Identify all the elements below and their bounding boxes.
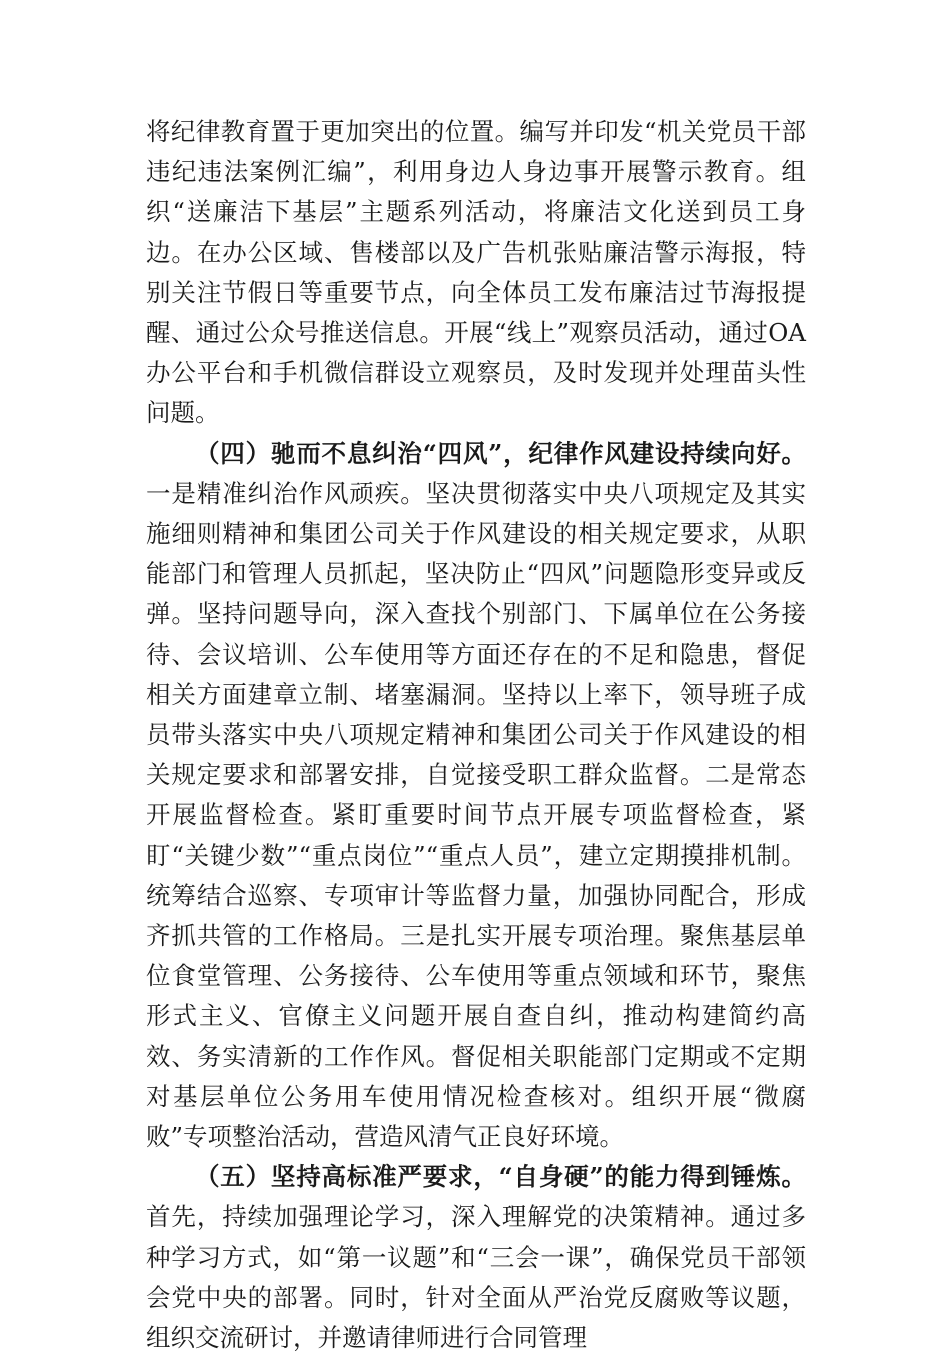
section-heading-4: （四）驰而不息纠治“四风”，纪律作风建设持续向好。 (195, 438, 806, 468)
paragraph-continued (146, 112, 806, 434)
section-heading-5: （五）坚持高标准严要求，“自身硬”的能力得到锤炼。 (195, 1162, 806, 1192)
paragraph-body: 首先，持续加强理论学习，深入理解党的决策精神。通过多种学习方式，如“第一议题”和“三会一课”，确保党员干部领会党中央的部署。同时，针对全面从严治党反腐败等议题，组织交流研讨，并邀请律师进行合同管理 (146, 1202, 806, 1353)
paragraph-body: 一是精准纠治作风顽疾。坚决贯彻落实中央八项规定及其实施细则精神和集团公司关于作风建设的相关规定要求，从职能部门和管理人员抓起，坚决防止“四风”问题隐形变异或反弹。坚持问题导向，深入查找个别部门、下属单位在公务接待、会议培训、公车使用等方面还存在的不足和隐患，督促相关方面建章立制、堵塞漏洞。坚持以上率下，领导班子成员带头落实中央八项规定精神和集团公司关于作风建设的相关规定要求和部署安排，自觉接受职工群众监督。二是常态开展监督检查。紧盯重要时间节点开展专项监督检查，紧盯“关键少数”“重点岗位”“重点人员”，建立定期摸排机制。统筹结合巡察、专项审计等监督力量，加强协同配合，形成齐抓共管的工作格局。三是扎实开展专项治理。聚焦基层单位食堂管理、公务接待、公车使用等重点领域和环节，聚焦形式主义、官僚主义问题开展自查自纠，推动构建简约高效、务实清新的工作作风。督促相关职能部门定期或不定期对基层单位公务用车使用情况检查核对。组织开展“微腐败”专项整治活动，营造风清气正良好环境。 (146, 478, 806, 1152)
paragraph-section-5 (146, 1157, 806, 1358)
document-page (146, 112, 806, 1358)
paragraph-section-4 (146, 434, 806, 1158)
paragraph-body: 将纪律教育置于更加突出的位置。编写并印发“机关党员干部违纪违法案例汇编”，利用身边人身边事开展警示教育。组织“送廉洁下基层”主题系列活动，将廉洁文化送到员工身边。在办公区域、售楼部以及广告机张贴廉洁警示海报，特别关注节假日等重要节点，向全体员工发布廉洁过节海报提醒、通过公众号推送信息。开展“线上”观察员活动，通过OA办公平台和手机微信群设立观察员，及时发现并处理苗头性问题。 (146, 117, 806, 428)
